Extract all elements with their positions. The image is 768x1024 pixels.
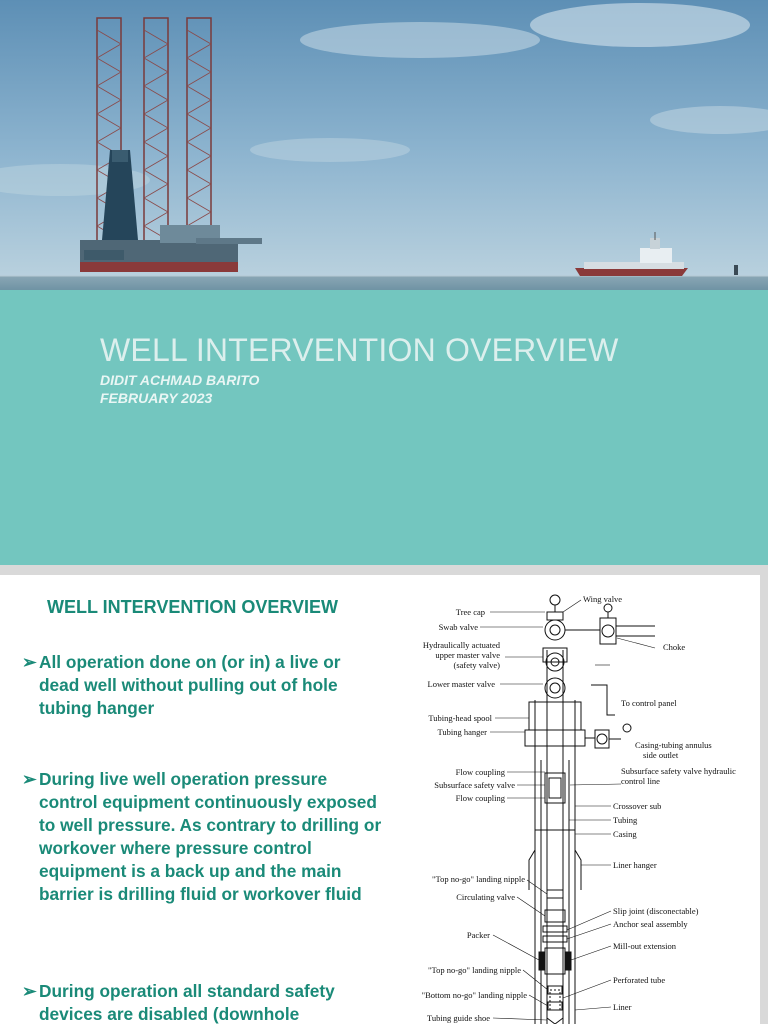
- diagram-label: Anchor seal assembly: [613, 919, 688, 929]
- well-completion-diagram: [395, 590, 755, 1024]
- diagram-label: Crossover sub: [613, 801, 662, 811]
- diagram-label: Tubing guide shoe: [427, 1013, 490, 1023]
- bullet-item: [22, 768, 382, 906]
- diagram-label: Tubing-head spool: [428, 713, 492, 723]
- bullet-item: [22, 651, 382, 720]
- diagram-label: Liner hanger: [613, 860, 657, 870]
- diagram-label: side outlet: [643, 750, 679, 760]
- diagram-label: Lower master valve: [427, 679, 495, 689]
- diagram-label: Tubing hanger: [437, 727, 487, 737]
- presentation-date: FEBRUARY 2023: [100, 390, 213, 406]
- bullet-item: [22, 980, 382, 1024]
- diagram-label: Casing: [613, 829, 637, 839]
- diagram-label: Flow coupling: [455, 793, 505, 803]
- diagram-label: Slip joint (disconectable): [613, 906, 699, 916]
- diagram-label: "Top no-go" landing nipple: [428, 965, 521, 975]
- diagram-label: "Top no-go" landing nipple: [432, 874, 525, 884]
- diagram-label: Tree cap: [455, 607, 485, 617]
- diagram-label: upper master valve: [435, 650, 500, 660]
- diagram-label: Hydraulically actuated: [422, 640, 500, 650]
- diagram-label: Subsurface safety valve hydraulic: [621, 766, 736, 776]
- diagram-label: control line: [621, 776, 660, 786]
- slide-title: WELL INTERVENTION OVERVIEW: [47, 597, 339, 617]
- diagram-label: Casing-tubing annulus: [635, 740, 712, 750]
- diagram-label: (safety valve): [453, 660, 500, 670]
- diagram-label: Perforated tube: [613, 975, 666, 985]
- diagram-label: "Bottom no-go" landing nipple: [421, 990, 527, 1000]
- diagram-label: Subsurface safety valve: [434, 780, 515, 790]
- slide-border: [760, 575, 768, 1024]
- diagram-label: Tubing: [613, 815, 638, 825]
- author-name: DIDIT ACHMAD BARITO: [100, 372, 260, 388]
- bullet-text: During live well operation pressure control equipment continuously exposed to well pressure. As contrary to drilling or workover where pressure control equipment is a back up and the main barrier is drilling fluid or workover fluid: [39, 769, 382, 904]
- slide-divider: [0, 565, 768, 575]
- presentation-title: WELL INTERVENTION OVERVIEW: [100, 332, 619, 368]
- offshore-rig-photo: [0, 0, 768, 290]
- diagram-label: Liner: [613, 1002, 632, 1012]
- diagram-label: Flow coupling: [455, 767, 505, 777]
- bullet-arrow-icon: ➢: [22, 652, 37, 672]
- diagram-label: Choke: [663, 642, 686, 652]
- bullet-arrow-icon: ➢: [22, 769, 37, 789]
- diagram-label: Mill-out extension: [613, 941, 677, 951]
- bullet-arrow-icon: ➢: [22, 981, 37, 1001]
- diagram-label: Circulating valve: [456, 892, 515, 902]
- diagram-label: Wing valve: [583, 594, 623, 604]
- diagram-label: To control panel: [621, 698, 677, 708]
- diagram-label: Swab valve: [438, 622, 478, 632]
- bullet-text: During operation all standard safety devices are disabled (downhole: [39, 981, 335, 1024]
- overview-slide: [0, 575, 760, 1024]
- bullet-text: All operation done on (or in) a live or dead well without pulling out of hole tubing hanger: [39, 652, 341, 718]
- diagram-label: Packer: [466, 930, 490, 940]
